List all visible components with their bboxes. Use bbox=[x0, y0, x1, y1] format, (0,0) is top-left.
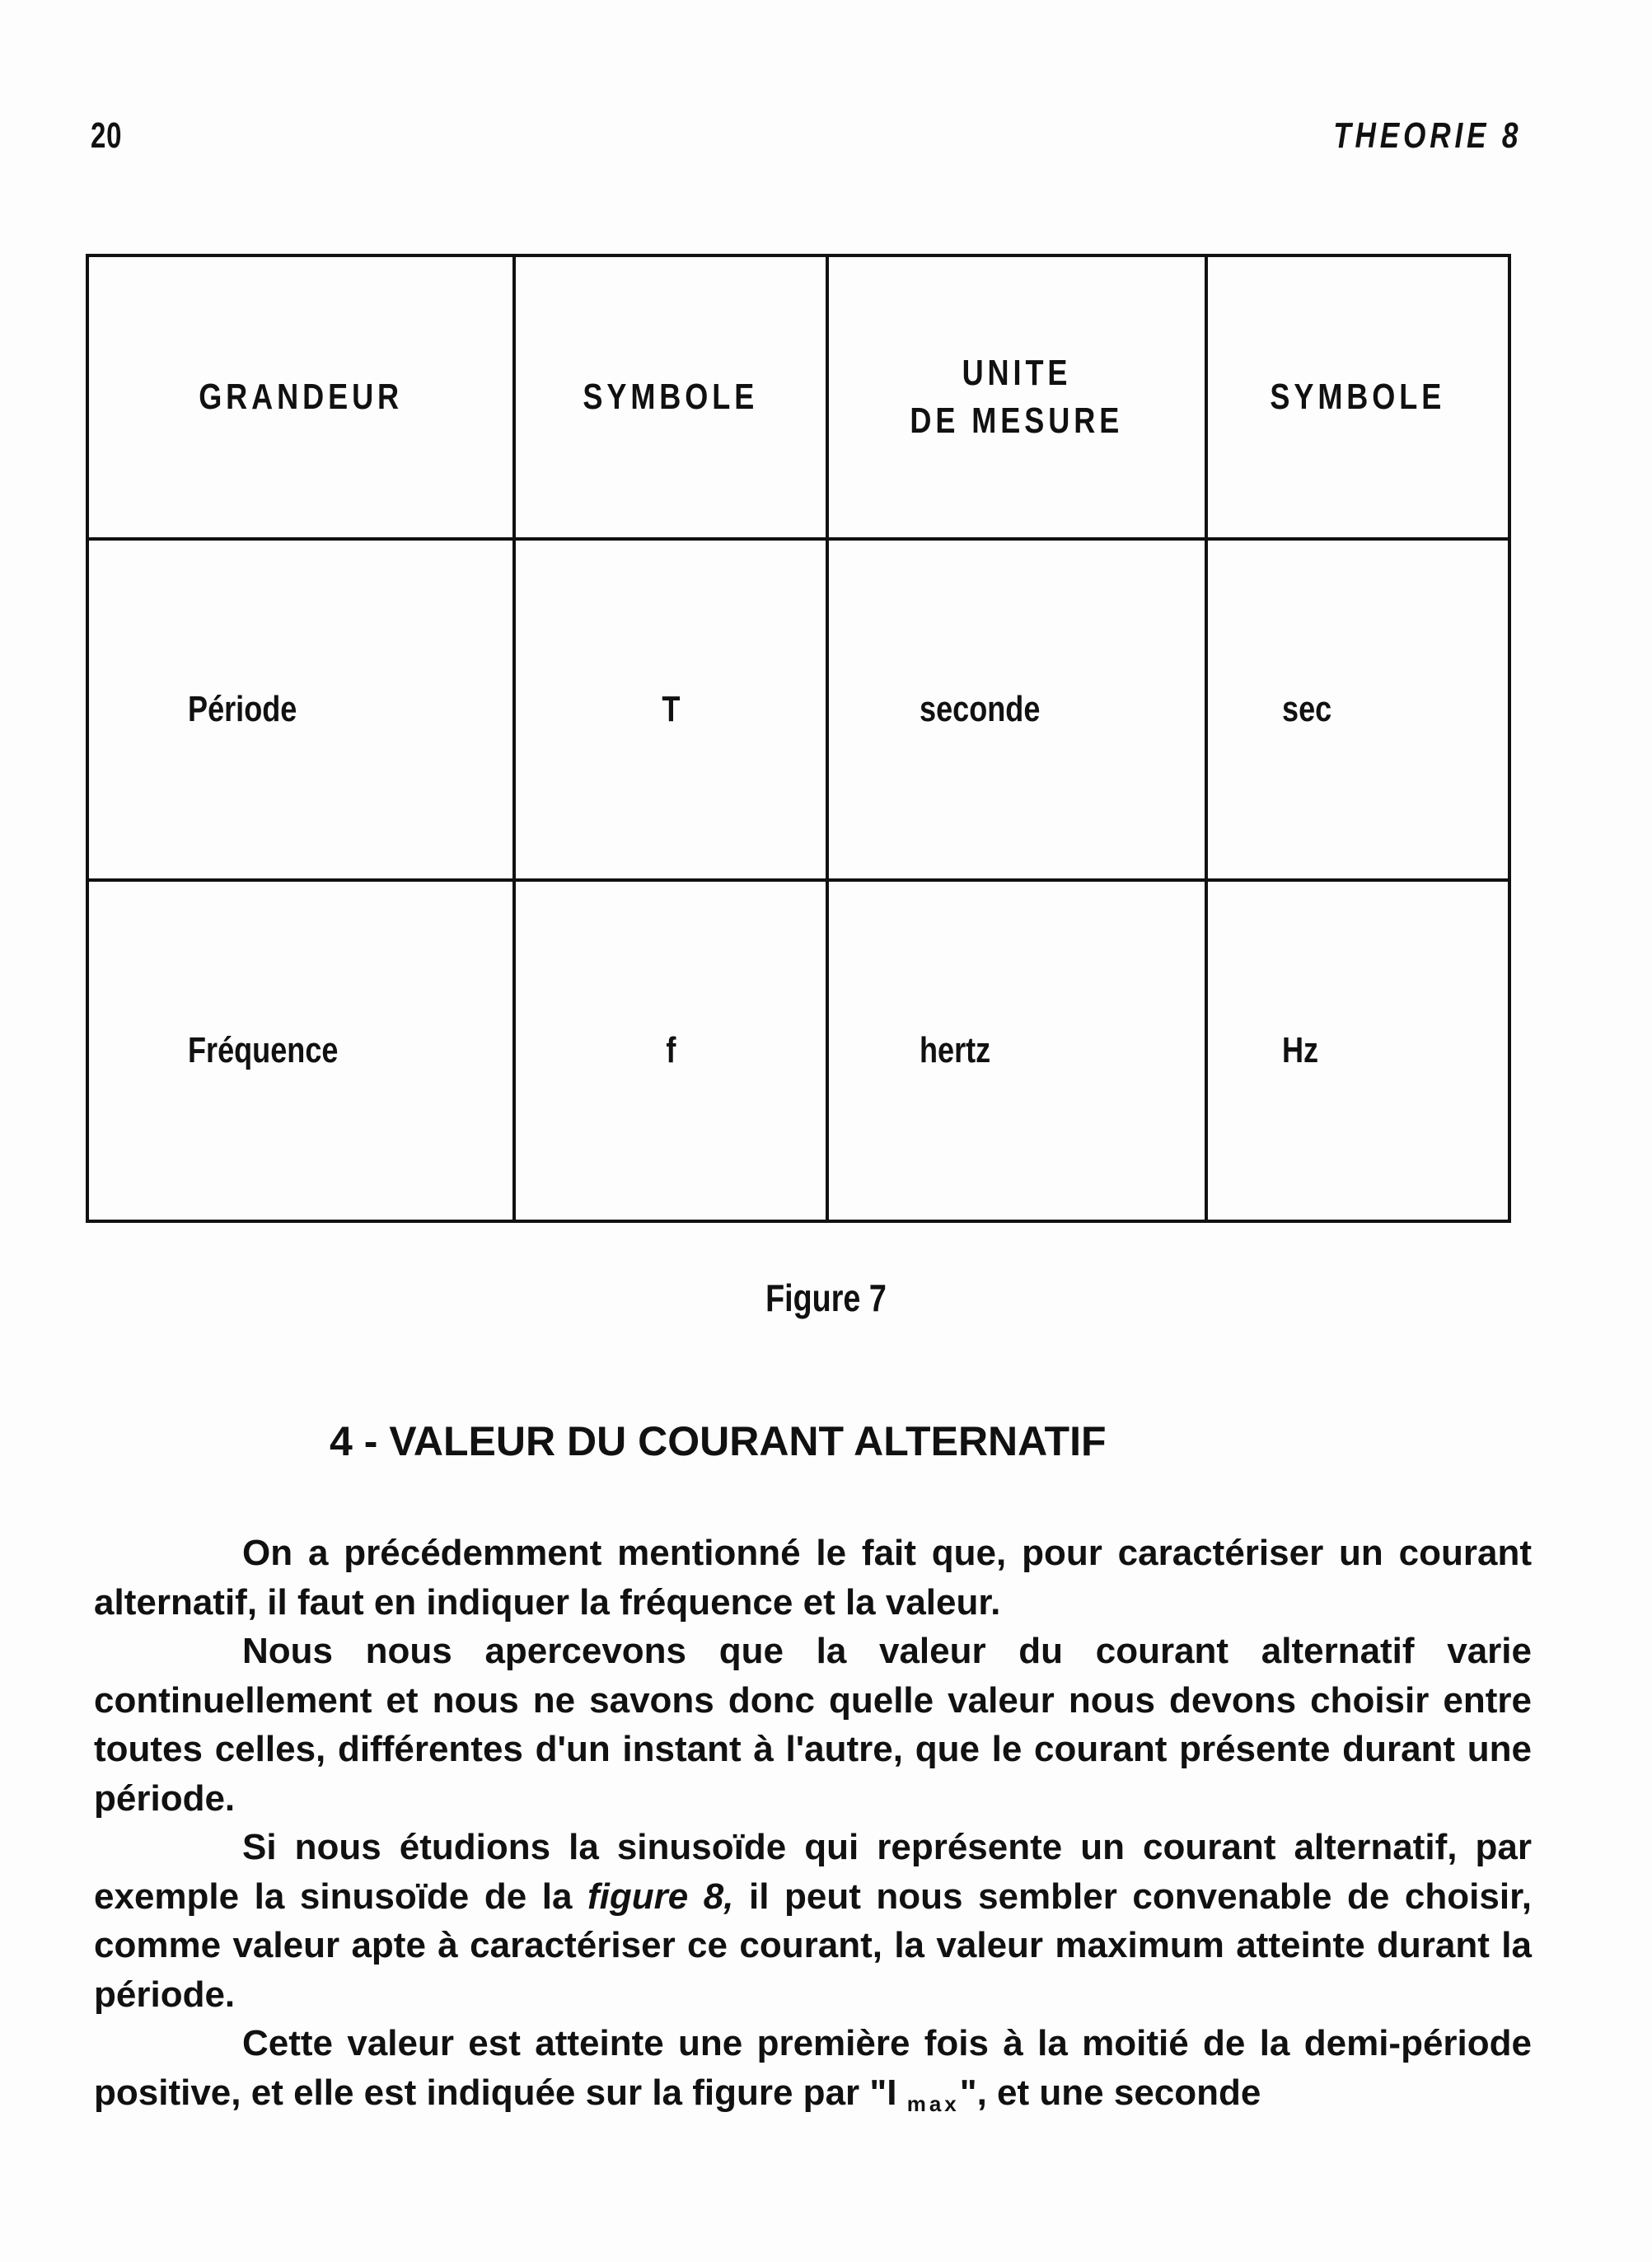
cell-unite-symbole: Hz bbox=[1206, 880, 1509, 1221]
cell-unite: hertz bbox=[827, 880, 1206, 1221]
header-symbole: SYMBOLE bbox=[514, 255, 827, 539]
table-header-row bbox=[87, 255, 1509, 539]
figure-caption: Figure 7 bbox=[765, 1276, 887, 1319]
paragraph-3: Si nous étudions la sinusoïde qui représente un courant alternatif, par exemple la sinusoïde de la figure 8, il peut nous sembler convenable de choisir, comme valeur apte à caractériser ce courant, la valeur maximum atteinte durant la période. bbox=[94, 1827, 1532, 2015]
header-grandeur: GRANDEUR bbox=[87, 255, 514, 539]
header-symbole-unite: SYMBOLE bbox=[1206, 255, 1509, 539]
cell-symbole: f bbox=[514, 880, 827, 1221]
table-row bbox=[87, 539, 1509, 880]
body-text bbox=[94, 1529, 1532, 2129]
cell-grandeur: Fréquence bbox=[87, 880, 514, 1221]
units-table bbox=[86, 254, 1511, 1223]
running-head: THEORIE 8 bbox=[1332, 115, 1522, 156]
figure-reference: figure 8, bbox=[587, 1876, 734, 1917]
cell-unite: seconde bbox=[827, 539, 1206, 880]
page-number: 20 bbox=[91, 115, 123, 156]
cell-grandeur: Période bbox=[87, 539, 514, 880]
imax-subscript: max bbox=[906, 2091, 960, 2116]
cell-symbole: T bbox=[514, 539, 827, 880]
section-title: 4 - VALEUR DU COURANT ALTERNATIF bbox=[330, 1418, 1107, 1464]
header-unite-line2: DE MESURE bbox=[910, 400, 1124, 441]
table-row bbox=[87, 880, 1509, 1221]
paragraph-4: Cette valeur est atteinte une première fois à la moitié de la demi-période positive, et elle est indiquée sur la figure par "I $_{max}$", et une seconde bbox=[94, 2023, 1532, 2116]
header-unite-line1: UNITE bbox=[962, 353, 1072, 393]
header-unite-de-mesure bbox=[827, 255, 1206, 539]
paragraph-2: Nous nous apercevons que la valeur du courant alternatif varie continuellement et nous ne savons donc quelle valeur nous devons choisir entre toutes celles, différentes d'un instant à l'autre, que le courant présente durant une période. bbox=[94, 1631, 1532, 1819]
paragraph-1: On a précédemment mentionné le fait que, pour caractériser un courant alternatif, il faut en indiquer la fréquence et la valeur. bbox=[94, 1533, 1532, 1623]
cell-unite-symbole: sec bbox=[1206, 539, 1509, 880]
